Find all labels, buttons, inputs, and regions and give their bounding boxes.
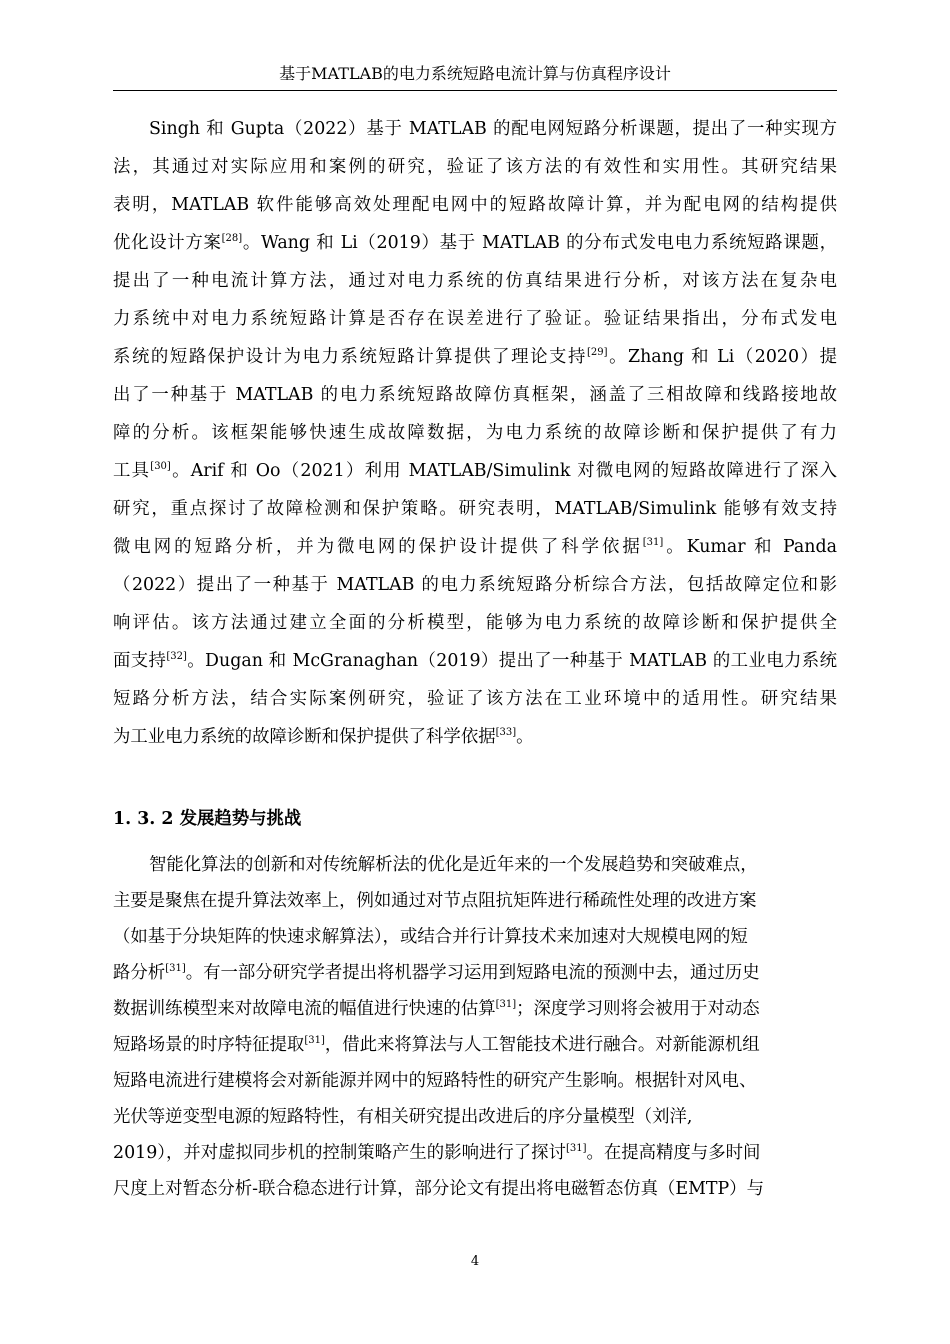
text-line: 研究，重点探讨了故障检测和保护策略。研究表明，MATLAB/Simulink 能够有效支持	[113, 499, 837, 519]
citation: [33]	[495, 727, 517, 738]
text-line: 面支持[32]。Dugan 和 McGranaghan（2019）提出了一种基于 MATLAB 的工业电力系统	[113, 651, 837, 671]
section-heading: 1. 3. 2 发展趋势与挑战	[113, 809, 302, 829]
text-line: 主要是聚焦在提升算法效率上，例如通过对节点阻抗矩阵进行稀疏性处理的改进方案	[113, 891, 757, 911]
text-line: 为工业电力系统的故障诊断和保护提供了科学依据[33]。	[113, 727, 534, 747]
text-line: Singh 和 Gupta（2022）基于 MATLAB 的配电网短路分析课题，提出了一种实现方	[149, 119, 837, 139]
citation: [31]	[565, 1143, 587, 1154]
citation: [32]	[166, 651, 187, 662]
text-line: 法，其通过对实际应用和案例的研究，验证了该方法的有效性和实用性。其研究结果	[113, 157, 837, 177]
text-line: 力系统中对电力系统短路计算是否存在误差进行了验证。验证结果指出，分布式发电	[113, 309, 837, 329]
text-line: 系统的短路保护设计为电力系统短路计算提供了理论支持[29]。Zhang 和 Li（2020）提	[113, 347, 837, 367]
text-line: 响评估。该方法通过建立全面的分析模型，能够为电力系统的故障诊断和保护提供全	[113, 613, 837, 633]
text-line: 工具[30]。Arif 和 Oo（2021）利用 MATLAB/Simulink 对微电网的短路故障进行了深入	[113, 461, 837, 481]
text-line: 智能化算法的创新和对传统解析法的优化是近年来的一个发展趋势和突破难点，	[149, 855, 758, 875]
citation: [31]	[495, 999, 517, 1010]
text-line: （2022）提出了一种基于 MATLAB 的电力系统短路分析综合方法，包括故障定位和影	[113, 575, 837, 595]
citation: [31]	[165, 963, 186, 974]
citation: [31]	[642, 537, 664, 548]
citation: [28]	[221, 233, 243, 244]
text-line: 路分析[31]。有一部分研究学者提出将机器学习运用到短路电流的预测中去，通过历史	[113, 963, 760, 983]
text-line: 短路场景的时序特征提取[31]，借此来将算法与人工智能技术进行融合。对新能源机组	[113, 1035, 760, 1055]
header-divider	[113, 90, 837, 91]
citation: [31]	[304, 1035, 325, 1046]
text-line: 短路分析方法，结合实际案例研究，验证了该方法在工业环境中的适用性。研究结果	[113, 689, 837, 709]
text-line: 障的分析。该框架能够快速生成故障数据，为电力系统的故障诊断和保护提供了有力	[113, 423, 837, 443]
citation: [30]	[150, 461, 171, 472]
page-header: 基于MATLAB的电力系统短路电流计算与仿真程序设计	[279, 64, 671, 83]
text-line: 2019），并对虚拟同步机的控制策略产生的影响进行了探讨[31]。在提高精度与多时间	[113, 1143, 761, 1163]
text-line: 尺度上对暂态分析-联合稳态进行计算，部分论文有提出将电磁暂态仿真（EMTP）与	[113, 1179, 764, 1199]
page-number: 4	[470, 1254, 480, 1269]
text-line: 光伏等逆变型电源的短路特性，有相关研究提出改进后的序分量模型（刘洋,	[113, 1107, 693, 1127]
text-line: 表明，MATLAB 软件能够高效处理配电网中的短路故障计算，并为配电网的结构提供	[113, 195, 837, 215]
text-line: 数据训练模型来对故障电流的幅值进行快速的估算[31]；深度学习则将会被用于对动态	[113, 999, 760, 1019]
text-line: 短路电流进行建模将会对新能源并网中的短路特性的研究产生影响。根据针对风电、	[113, 1071, 757, 1091]
text-line: 优化设计方案[28]。Wang 和 Li（2019）基于 MATLAB 的分布式发电电力系统短路课题，	[113, 233, 837, 253]
citation: [29]	[586, 347, 608, 358]
text-line: （如基于分块矩阵的快速求解算法），或结合并行计算技术来加速对大规模电网的短	[113, 927, 748, 947]
text-line: 提出了一种电流计算方法，通过对电力系统的仿真结果进行分析，对该方法在复杂电	[113, 271, 837, 291]
text-line: 出了一种基于 MATLAB 的电力系统短路故障仿真框架，涵盖了三相故障和线路接地故	[113, 385, 837, 405]
text-line: 微电网的短路分析，并为微电网的保护设计提供了科学依据[31]。Kumar 和 Panda	[113, 537, 837, 557]
